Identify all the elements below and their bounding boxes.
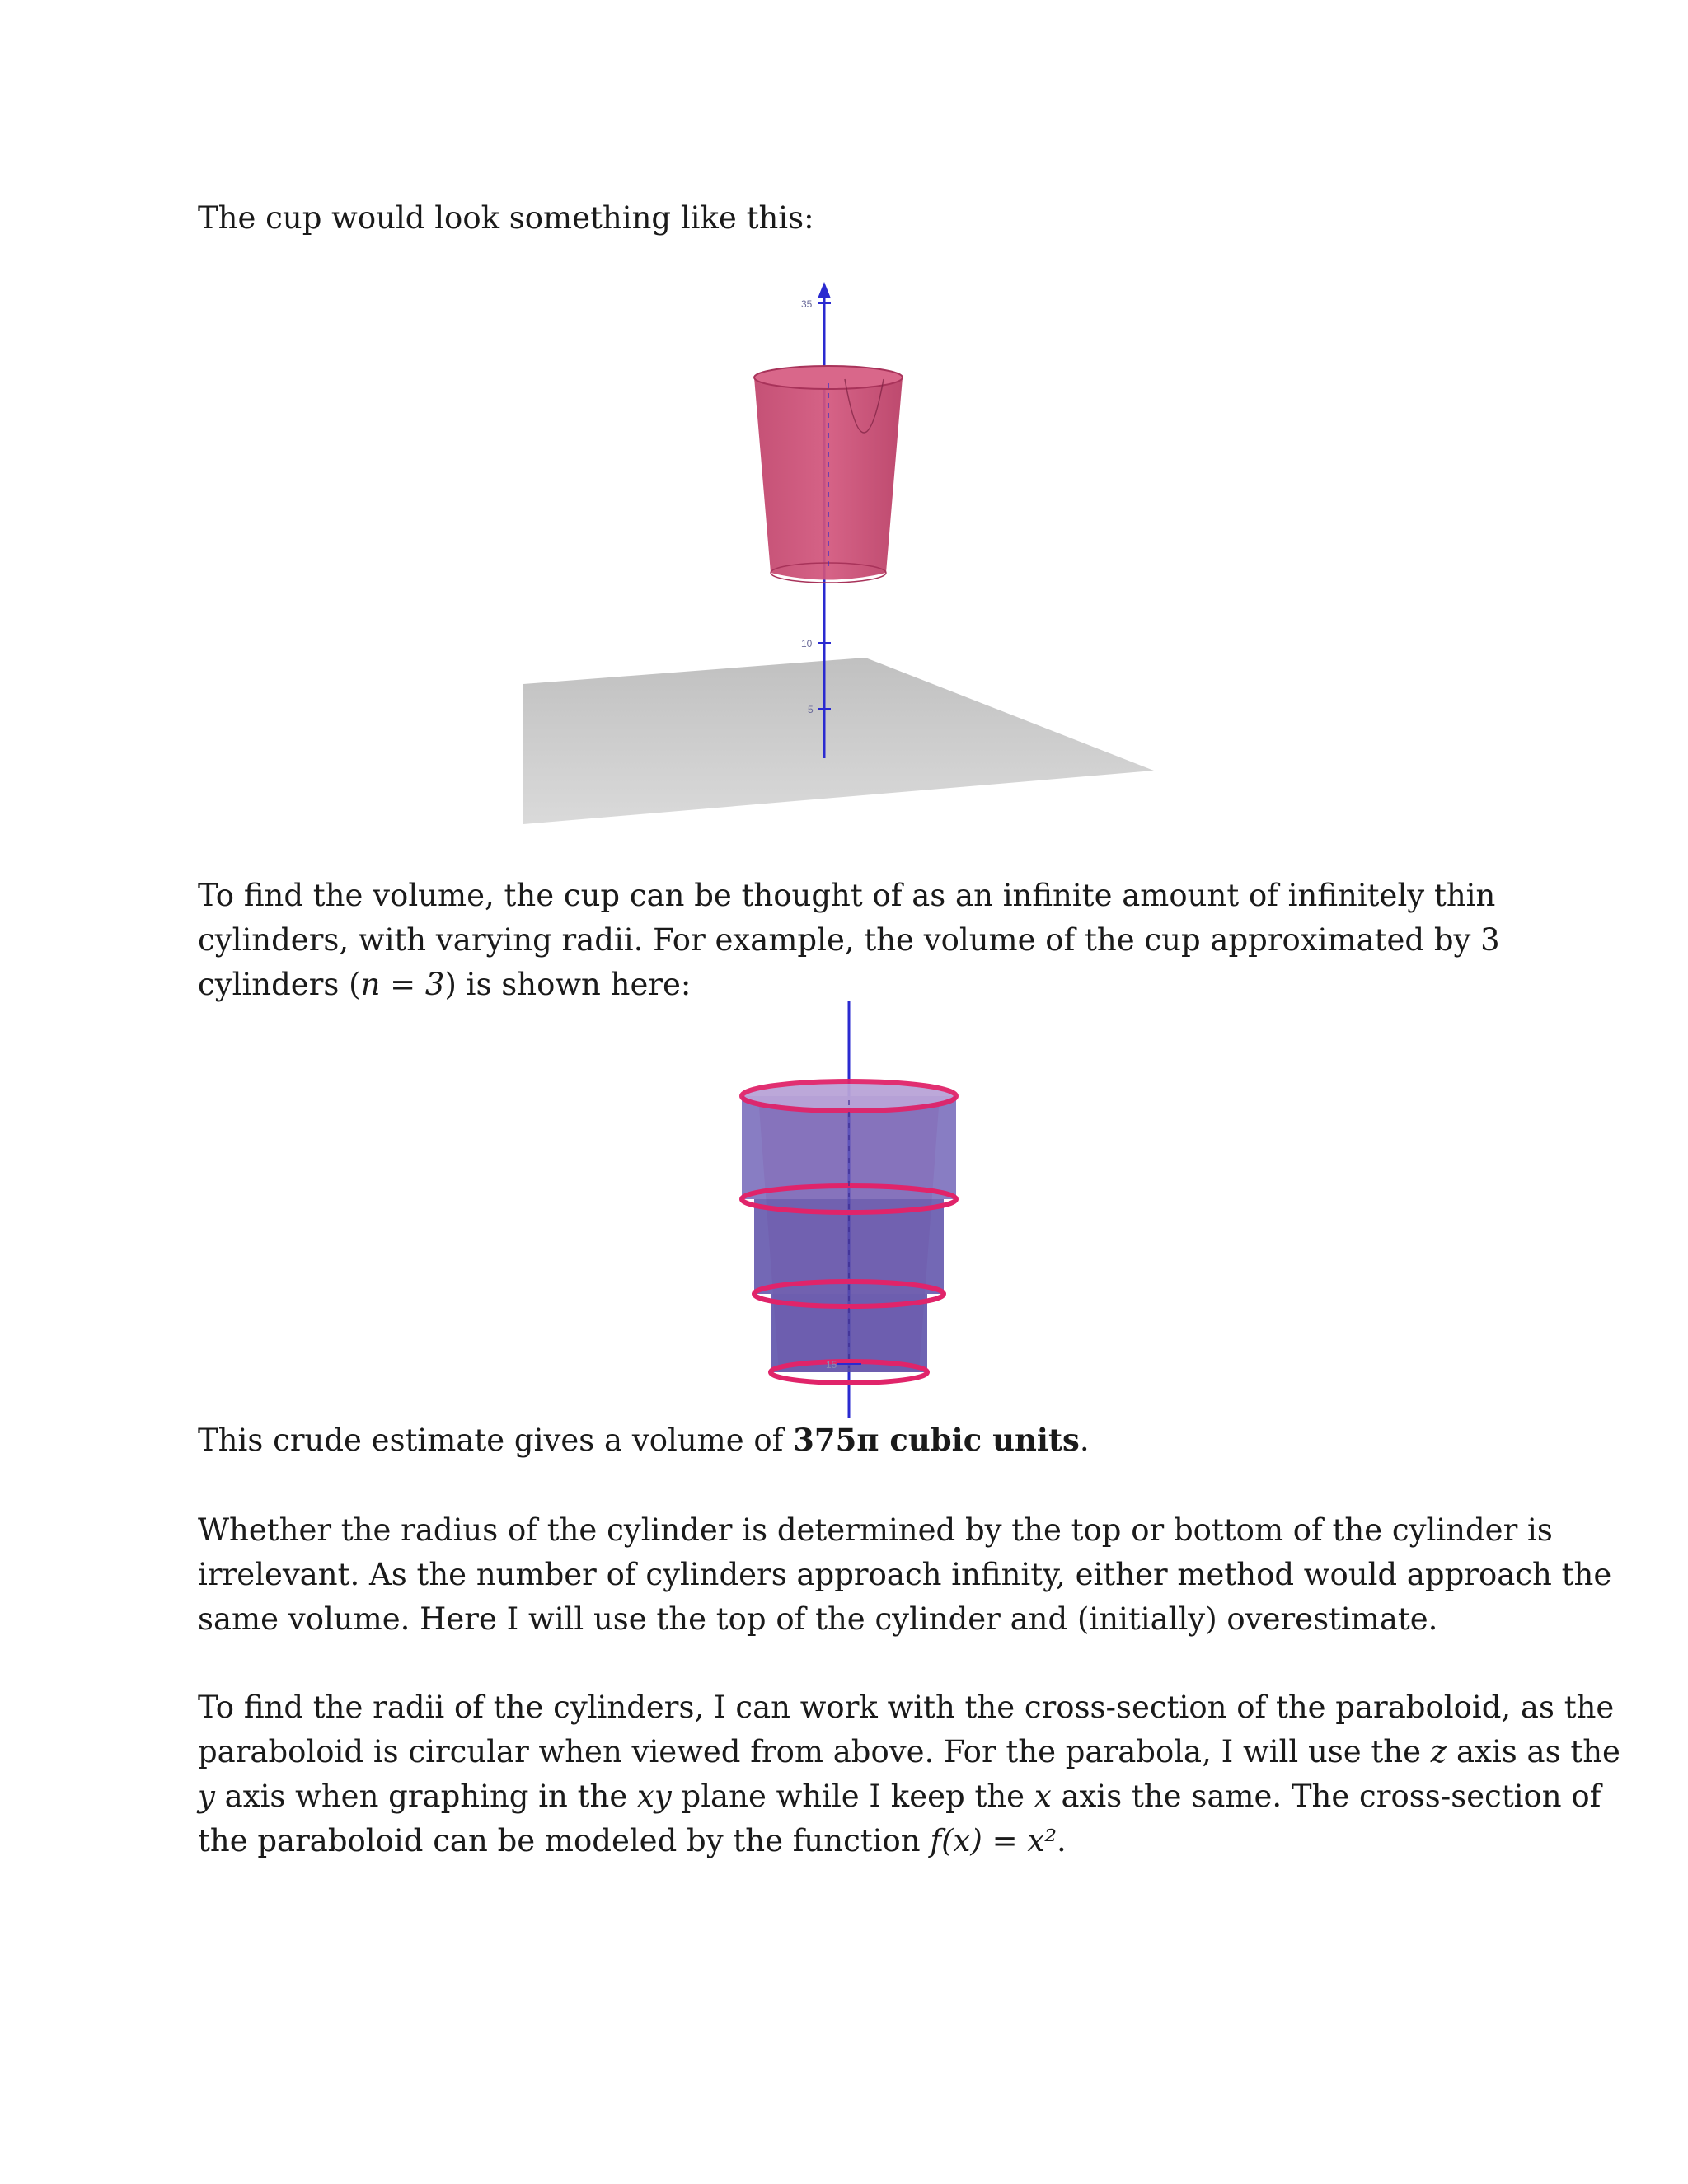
ground-plane	[523, 658, 1154, 824]
ring-top	[742, 1081, 956, 1111]
cylinder-approximation-figure	[717, 1001, 981, 1422]
n-equals-3: n = 3	[360, 967, 445, 1002]
z-axis-arrow	[818, 282, 831, 298]
cup-3d-figure	[511, 272, 1170, 832]
function-formula: f(x) = x²	[930, 1823, 1057, 1858]
tick-label-15: 15	[826, 1359, 837, 1371]
intro-text: The cup would look something like this:	[198, 200, 814, 236]
tick-label-10: 10	[801, 638, 813, 649]
radius-text: Whether the radius of the cylinder is determined by the top or bottom of the cylinder is irrelevant. As the number of cylinders approach infinity, either method would approach the same volume. Here I will use the top of the cylinder and (initially) overestimate.	[198, 1512, 1612, 1637]
volume-estimate: 375π cubic units	[793, 1422, 1080, 1458]
tick-label-35: 35	[801, 298, 813, 310]
tick-label-5: 5	[808, 704, 814, 715]
volume-text: To find the volume, the cup can be thought of as an infinite amount of infinitely thin cylinders, with varying radii. For example, the volume of the cup approximated by 3 cylinders (n = 3) is shown here:	[198, 878, 1500, 1002]
radii-text: To find the radii of the cylinders, I can work with the cross-section of the paraboloid, as the paraboloid is circular when viewed from above. For the parabola, I will use the z axis as the y axis when graphing in the xy plane while I keep the x axis the same. The cross-section of the paraboloid can be modeled by the function f(x) = x².	[198, 1690, 1620, 1858]
estimate-text: This crude estimate gives a volume of 375π cubic units.	[198, 1422, 1090, 1458]
